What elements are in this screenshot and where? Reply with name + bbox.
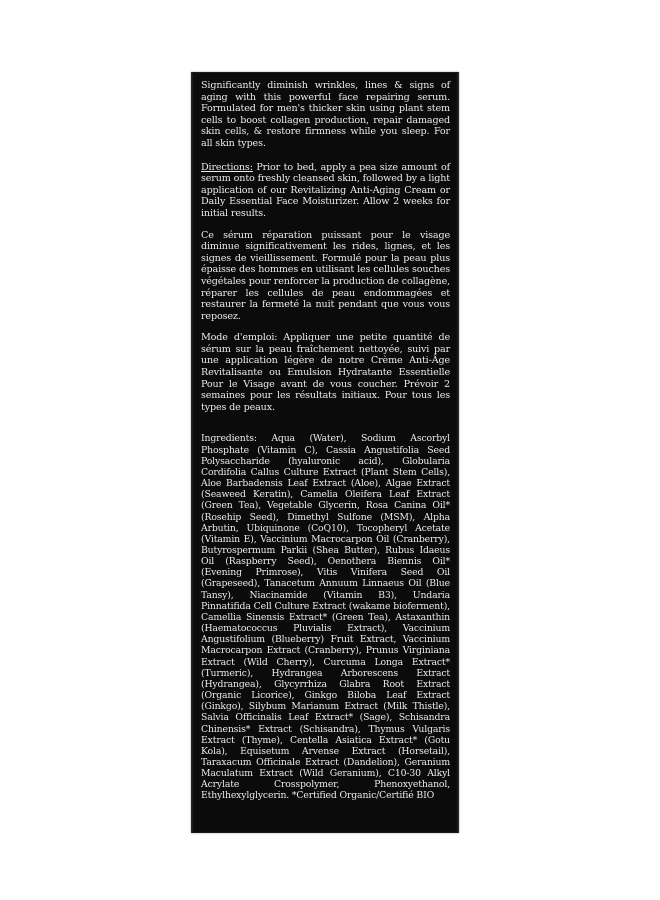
- directions-text: Prior to bed, apply a pea size amount of serum onto freshly cleansed skin, followed by a light application of our Revitalizing Anti-Aging Cream or Daily Essential Face Moisturizer. Allow 2 weeks for initial results.: [201, 161, 450, 219]
- label-text-column: [201, 80, 450, 802]
- product-box-back-panel: [191, 72, 459, 833]
- directions-paragraph: [201, 162, 450, 220]
- box-left-edge: [191, 72, 194, 833]
- description-french: Ce sérum réparation puissant pour le visage diminue significativement les rides, lignes, et les signes de vieillissement. Formulé pour la peau plus épaisse des hommes en utilisant les cellules souches végétales pour renforcer la production de collagène, réparer les cellules de peau endommagées et restaurer la fermeté la nuit pendant que vous vous reposez.: [201, 229, 450, 322]
- description-english: Significantly diminish wrinkles, lines & signs of aging with this powerful face repairing serum. Formulated for men's thicker skin using plant stem cells to boost collagen production, repair damaged skin cells, & restore firmness while you sleep. For all skin types.: [201, 80, 450, 149]
- ingredients-list: Ingredients: Aqua (Water), Sodium Ascorbyl Phosphate (Vitamin C), Cassia Angustifolia Seed Polysaccharide (hyaluronic acid), Globularia Cordifolia Callus Culture Extract (Plant Stem Cells), Aloe Barbadensis Leaf Extract (Aloe), Algae Extract (Seaweed Keratin), Camelia Oleifera Leaf Extract (Green Tea), Vegetable Glycerin, Rosa Canina Oil* (Rosehip Seed), Dimethyl Sulfone (MSM), Alpha Arbutin, Ubiquinone (CoQ10), Tocopheryl Acetate (Vitamin E), Vaccinium Macrocarpon Oil (Cranberry), Butyrospermum Parkii (Shea Butter), Rubus Idaeus Oil (Raspberry Seed), Oenothera Biennis Oil* (Evening Primrose), Vitis Vinifera Seed Oil (Grapeseed), Tanacetum Annuum Linnaeus Oil (Blue Tansy), Niacinamide (Vitamin B3), Undaria Pinnatifida Cell Culture Extract (wakame bioferment), Camellia Sinensis Extract* (Green Tea), Astaxanthin (Haematococcus Pluvialis Extract), Vaccinium Angustifolium (Blueberry) Fruit Extract, Vaccinium Macrocarpon Extract (Cranberry), Prunus Virginiana Extract (Wild Cherry), Curcuma Longa Extract* (Turmeric), Hydrangea Arborescens Extract (Hydrangea), Glycyrrhiza Glabra Root Extract (Organic Licorice), Ginkgo Biloba Leaf Extract (Ginkgo), Silybum Marianum Extract (Milk Thistle), Salvia Officinalis Leaf Extract* (Sage), Schisandra Chinensis* Extract (Schisandra), Thymus Vulgaris Extract (Thyme), Centella Asiatica Extract* (Gotu Kola), Equisetum Arvense Extract (Horsetail), Taraxacum Officinale Extract (Dandelion), Geranium Maculatum Extract (Wild Geranium), C10-30 Alkyl Acrylate Crosspolymer, Phenoxyethanol, Ethylhexylglycerin. *Certified Organic/Certifié BIO: [201, 433, 450, 802]
- directions-label: Directions:: [201, 161, 253, 173]
- box-right-edge: [456, 72, 459, 833]
- mode-emploi-paragraph: Mode d'emploi: Appliquer une petite quantité de sérum sur la peau fraîchement nettoyée, suivi par une application légère de notre Crème Anti-Âge Revitalisante ou Emulsion Hydratante Essentielle Pour le Visage avant de vous coucher. Prévoir 2 semaines pour les résultats initiaux. Pour tous les types de peaux.: [201, 332, 450, 413]
